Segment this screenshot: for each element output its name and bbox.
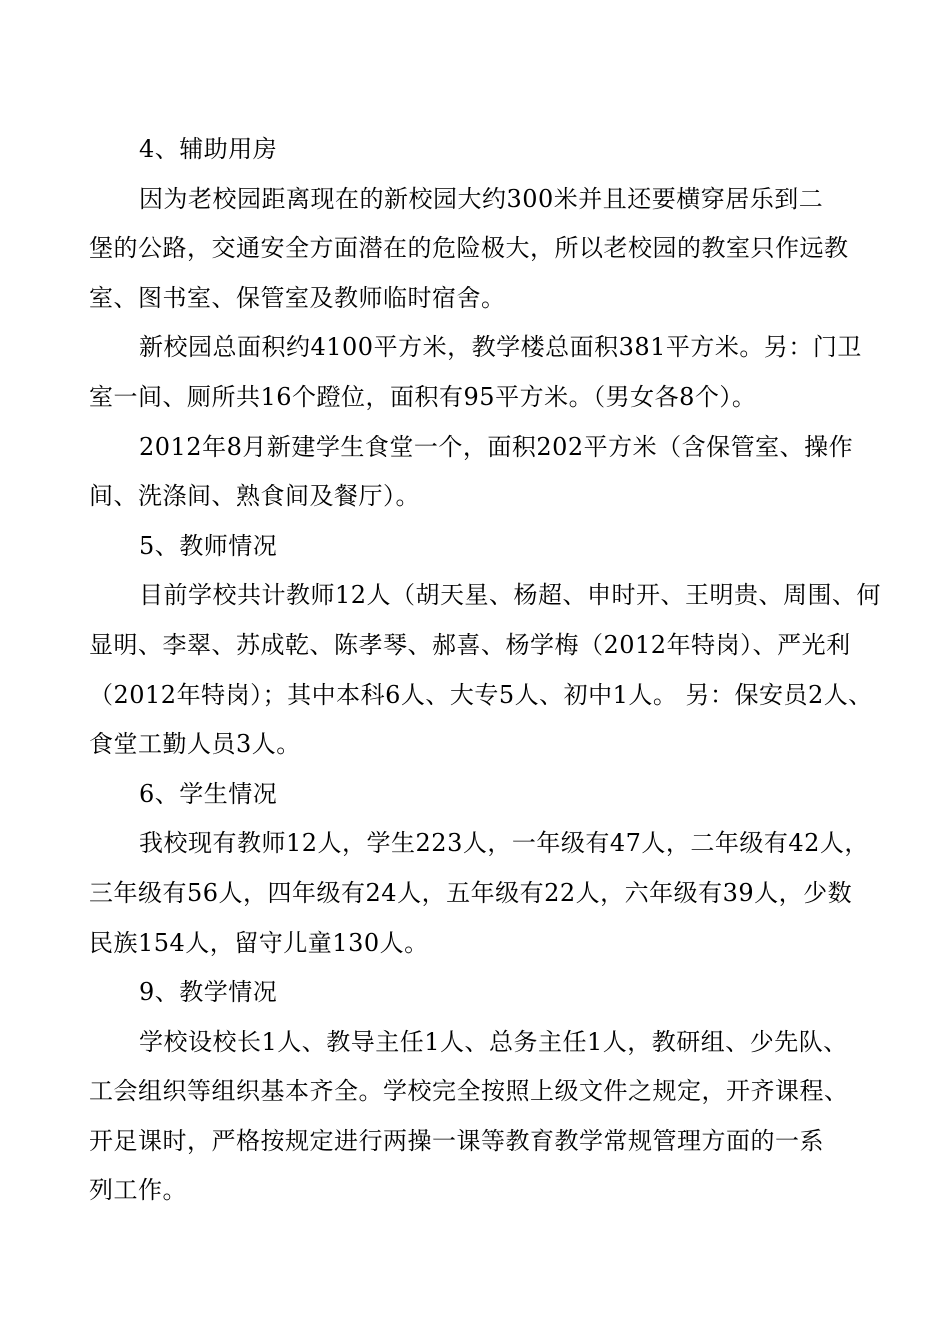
section-heading-teaching: 9、教学情况	[139, 978, 278, 1007]
paragraph-line: 学校设校长1人、教导主任1人、总务主任1人，教研组、少先队、	[139, 1027, 848, 1056]
section-heading-students: 6、学生情况	[139, 779, 278, 808]
section-heading-auxiliary-rooms: 4、辅助用房	[139, 135, 278, 163]
paragraph-line: 2012年8月新建学生食堂一个，面积202平方米（含保管室、操作	[139, 432, 854, 461]
section-heading-teachers: 5、教师情况	[139, 531, 278, 560]
paragraph-line: 我校现有教师12人，学生223人，一年级有47人，二年级有42人，	[139, 829, 869, 858]
paragraph-line: 食堂工勤人员3人。	[89, 730, 301, 759]
paragraph-line: 新校园总面积约4100平方米，教学楼总面积381平方米。另：门卫	[139, 333, 862, 362]
paragraph-line: 因为老校园距离现在的新校园大约300米并且还要横穿居乐到二	[139, 184, 824, 213]
paragraph-line: 三年级有56人，四年级有24人，五年级有22人，六年级有39人，少数	[89, 878, 853, 907]
paragraph-line: 工会组织等组织基本齐全。学校完全按照上级文件之规定，开齐课程、	[89, 1077, 849, 1106]
paragraph-line: 列工作。	[89, 1176, 187, 1205]
paragraph-line: 显明、李翠、苏成乾、陈孝琴、郝喜、杨学梅（2012年特岗）、严光利	[89, 630, 851, 659]
document-body	[89, 125, 882, 1216]
paragraph-line: 间、洗涤间、熟食间及餐厅）。	[89, 482, 420, 511]
paragraph-line: 开足课时，严格按规定进行两操一课等教育教学常规管理方面的一系	[89, 1126, 824, 1155]
paragraph-line: 目前学校共计教师12人（胡天星、杨超、申时开、王明贵、周围、何	[139, 581, 882, 610]
paragraph-line: 堡的公路，交通安全方面潜在的危险极大，所以老校园的教室只作远教	[89, 234, 849, 263]
paragraph-line: 民族154人，留守儿童130人。	[89, 928, 429, 957]
paragraph-line: 室、图书室、保管室及教师临时宿舍。	[89, 283, 506, 312]
paragraph-line: 室一间、厕所共16个蹬位，面积有95平方米。（男女各8个）。	[89, 382, 757, 411]
paragraph-line: （2012年特岗）；其中本科6人、大专5人、初中1人。 另：保安员2人、	[89, 680, 873, 709]
